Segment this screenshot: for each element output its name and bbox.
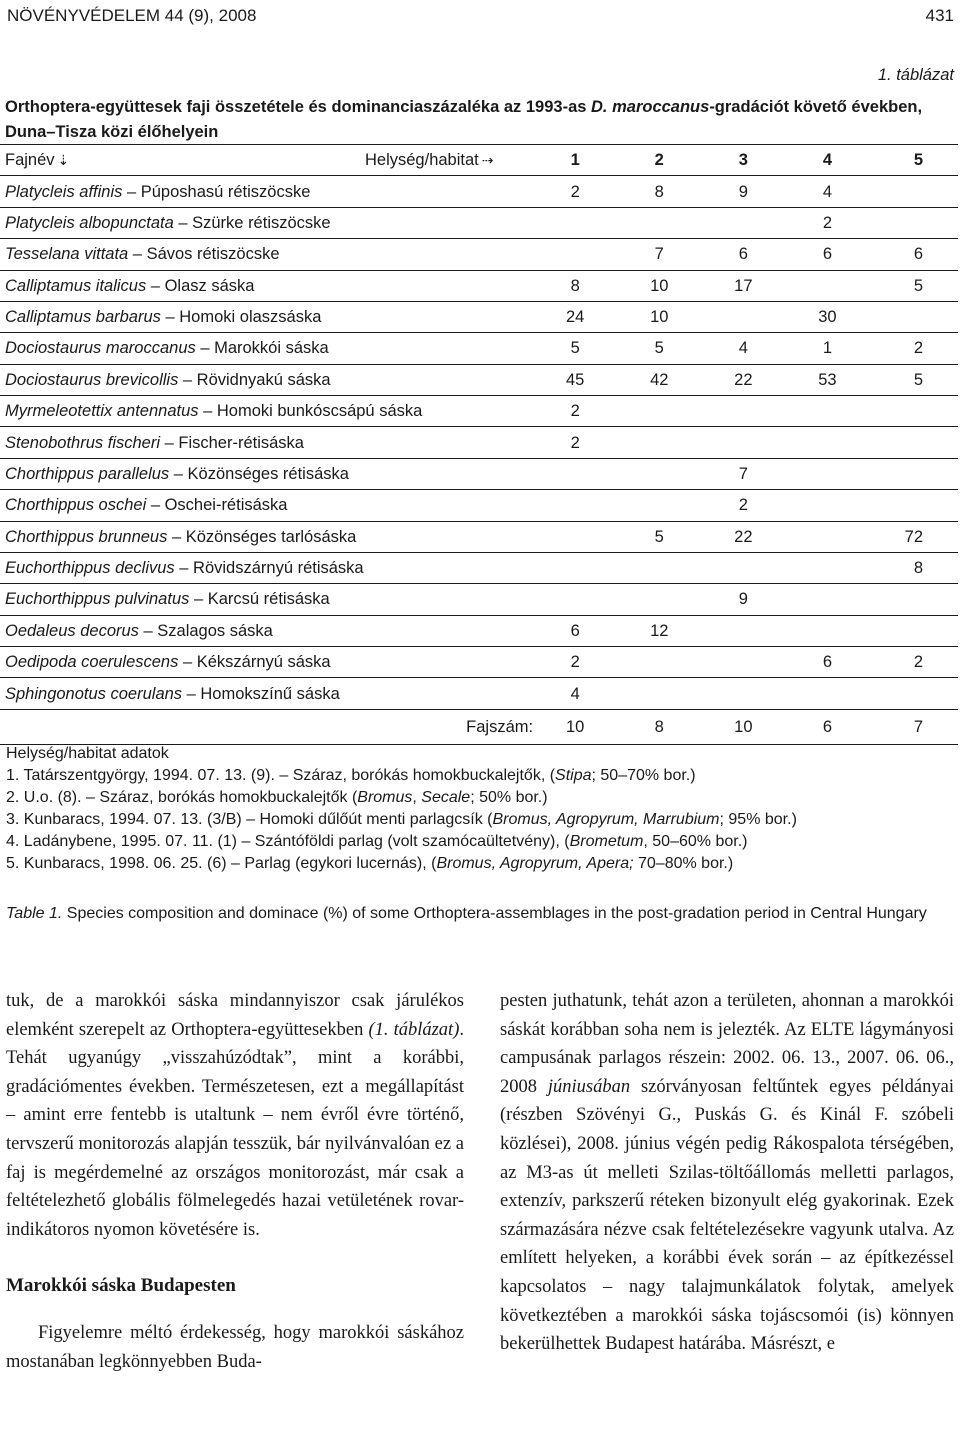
site-data-heading: Helység/habitat adatok [6,745,169,762]
dominance-cell [617,207,701,238]
table-row [0,427,958,458]
table-title: Orthoptera-együttesek faji összetétele és dominanciaszázaléka az 1993-as D. maroccanus-gradációt követő években, Duna–Tisza közi élőhelyein [5,98,923,141]
species-name: Chorthippus brunneus – Közönséges tarlósáska [0,521,533,552]
running-header [7,6,954,26]
paragraph: tuk, de a marokkói sáska mindannyiszor csak járulékos elemként szerepelt az Orthoptera-együttesekben (1. táblázat). Tehát ugyanúgy „visszahúzódtak”, mint a korábbi, gradációmentes években. Természetesen, ezt a megállapítást – amint erre fentebb is utaltunk – nem évről évre történő, tervszerű monitorozás alapján tesszük, bár nyilvánvalóan ez a faj is megérdemelné az országos monitorozást, már csak a feltételezhető globális fölmelegedés hazai vetületének rovar-indikátoros nyomon követésére is. [6,991,464,1240]
page-number: 431 [925,6,954,25]
dominance-cell [785,396,869,427]
species-name: Myrmeleotettix antennatus – Homoki bunkóscsápú sáska [0,396,533,427]
dominance-cell [617,427,701,458]
dominance-cell [617,396,701,427]
dominance-cell [533,490,617,521]
dominance-cell [869,615,958,646]
table-row [0,647,958,678]
dominance-cell [701,615,785,646]
dominance-cell [785,270,869,301]
dominance-cell: 5 [869,270,958,301]
table-row [0,239,958,270]
dominance-cell: 24 [533,301,617,332]
species-count-cell: 7 [869,709,958,744]
species-name: Calliptamus italicus – Olasz sáska [0,270,533,301]
dominance-cell [869,207,958,238]
dominance-cell: 2 [785,207,869,238]
species-name: Chorthippus parallelus – Közönséges rétisáska [0,458,533,489]
table-row [0,207,958,238]
table-row [0,333,958,364]
dominance-cell [617,678,701,709]
dominance-cell: 5 [617,521,701,552]
dominance-cell [701,552,785,583]
table-row [0,396,958,427]
dominance-cell [617,584,701,615]
dominance-cell: 30 [785,301,869,332]
dominance-cell [869,490,958,521]
dominance-cell [869,301,958,332]
species-name: Euchorthippus pulvinatus – Karcsú rétisáska [0,584,533,615]
paragraph: Figyelemre méltó érdekesség, hogy marokkói sáskához mostanában legkönnyebben Buda- [6,1322,464,1372]
dominance-cell [533,552,617,583]
dominance-cell: 5 [533,333,617,364]
dominance-cell: 72 [869,521,958,552]
dominance-cell [869,584,958,615]
dominance-cell [533,458,617,489]
dominance-cell [701,678,785,709]
site-column-header: 4 [785,145,869,176]
site-line: 4. Ladánybene, 1995. 07. 11. (1) – Szántóföldi parlag (volt szamócaültetvény), (Brometum, 50–60% bor.) [6,833,748,850]
dominance-cell: 17 [701,270,785,301]
dominance-cell [785,552,869,583]
dominance-cell: 2 [701,490,785,521]
site-column-header: 3 [701,145,785,176]
species-name: Dociostaurus maroccanus – Marokkói sáska [0,333,533,364]
dominance-cell: 7 [701,458,785,489]
table-row [0,615,958,646]
dominance-cell: 4 [785,176,869,207]
dominance-cell: 2 [533,647,617,678]
dominance-cell [869,176,958,207]
dominance-cell [869,427,958,458]
table-row [0,364,958,395]
dominance-cell [701,647,785,678]
dominance-cell [701,207,785,238]
table-tag: 1. táblázat [877,66,954,84]
species-name: Sphingonotus coerulans – Homokszínű sáska [0,678,533,709]
dominance-cell [701,396,785,427]
species-name: Tesselana vittata – Sávos rétiszöcske [0,239,533,270]
dominance-cell [617,552,701,583]
dominance-cell [785,678,869,709]
dominance-cell [533,584,617,615]
dominance-cell: 7 [617,239,701,270]
species-name: Oedaleus decorus – Szalagos sáska [0,615,533,646]
species-name: Euchorthippus declivus – Rövidszárnyú rétisáska [0,552,533,583]
dominance-cell: 42 [617,364,701,395]
species-table [0,144,958,745]
dominance-cell: 9 [701,176,785,207]
table-row [0,270,958,301]
species-count-cell: 10 [533,709,617,744]
site-column-header: 1 [533,145,617,176]
dominance-cell [785,427,869,458]
dominance-cell [869,458,958,489]
dominance-cell: 4 [701,333,785,364]
dominance-cell: 8 [869,552,958,583]
dominance-cell [533,521,617,552]
dominance-cell [533,207,617,238]
site-line: 2. U.o. (8). – Száraz, borókás homokbuckalejtők (Bromus, Secale; 50% bor.) [6,789,548,806]
species-name: Chorthippus oschei – Oschei-rétisáska [0,490,533,521]
dominance-cell: 1 [785,333,869,364]
dominance-cell: 4 [533,678,617,709]
dominance-cell: 6 [533,615,617,646]
table-row [0,678,958,709]
dominance-cell: 12 [617,615,701,646]
site-line: 1. Tatárszentgyörgy, 1994. 07. 13. (9). – Száraz, borókás homokbuckalejtők, (Stipa; 50–70% bor.) [6,767,696,784]
table-header-row [0,145,958,176]
dominance-cell [701,301,785,332]
header-habitat: Helység/habitat ⇢ [365,151,494,169]
species-count-cell: 8 [617,709,701,744]
dominance-cell: 8 [533,270,617,301]
table-row [0,521,958,552]
site-line: 5. Kunbaracs, 1998. 06. 25. (6) – Parlag (egykori lucernás), (Bromus, Agropyrum, Apera; 70–80% bor.) [6,855,734,872]
dominance-cell: 6 [701,239,785,270]
species-count-cell: 10 [701,709,785,744]
dominance-cell: 8 [617,176,701,207]
species-count-label: Fajszám: [0,709,533,744]
dominance-cell [533,239,617,270]
journal-name: NÖVÉNYVÉDELEM 44 (9), 2008 [7,6,257,25]
dominance-cell [869,396,958,427]
dominance-cell: 10 [617,301,701,332]
species-count-cell: 6 [785,709,869,744]
dominance-cell: 22 [701,364,785,395]
dominance-cell [617,490,701,521]
dominance-cell: 5 [869,364,958,395]
dominance-cell: 10 [617,270,701,301]
species-name: Calliptamus barbarus – Homoki olaszsáska [0,301,533,332]
species-name: Platycleis albopunctata – Szürke rétiszöcske [0,207,533,238]
dominance-cell: 9 [701,584,785,615]
dominance-cell: 22 [701,521,785,552]
dominance-cell [617,458,701,489]
site-data [6,743,797,875]
header-species: Fajnév ⇣ Helység/habitat ⇢ [0,145,533,176]
section-heading: Marokkói sáska Budapesten [6,1275,236,1297]
site-column-header: 2 [617,145,701,176]
dominance-cell: 5 [617,333,701,364]
english-caption: Table 1. Species composition and dominace (%) of some Orthoptera-assemblages in the post-gradation period in Central Hungary [6,905,927,922]
dominance-cell [785,584,869,615]
dominance-cell: 6 [869,239,958,270]
dominance-cell [869,678,958,709]
table-row [0,584,958,615]
dominance-cell: 2 [869,333,958,364]
body-column-right [500,987,954,1359]
paragraph: pesten juthatunk, tehát azon a területen, ahonnan a marokkói sáskát korábban soha nem is jelezték. Az ELTE lágymányosi campusának parlagos részein: 2002. 06. 13., 2007. 06. 06., 2008 júniusában szórványosan feltűntek egyes példányai (részben Szövényi G., Puskás G. és Kinál F. szóbeli közlései), 2008. június végén pedig Rákospalota térségében, az M3-as út melleti Szilas-töltőállomás melletti parlagos, extenzív, parkszerű réteken bizonyult elég gyakorinak. Ezek származására nézve csak feltételezésekre vagyunk utalva. Az említett helyeken, a korábbi évek során – az építkezéssel kapcsolatos – nagy talajmunkálatok folytak, amelyek következtében a marokkói sáska tojáscsomói (is) könnyen bekerülhettek Budapest határába. Másrészt, e [500,991,954,1355]
site-column-header: 5 [869,145,958,176]
species-name: Platycleis affinis – Púposhasú rétiszöcske [0,176,533,207]
dominance-cell [785,458,869,489]
table-row [0,176,958,207]
arrow-right-icon: ⇢ [481,152,494,168]
table-row [0,552,958,583]
species-count-row [0,709,958,744]
table-row [0,458,958,489]
dominance-cell: 45 [533,364,617,395]
dominance-cell: 6 [785,647,869,678]
table-row [0,490,958,521]
dominance-cell [617,647,701,678]
table-row [0,301,958,332]
dominance-cell: 2 [533,427,617,458]
dominance-cell: 2 [533,396,617,427]
arrow-down-icon: ⇣ [57,152,70,169]
dominance-cell: 6 [785,239,869,270]
dominance-cell [785,615,869,646]
dominance-cell: 53 [785,364,869,395]
dominance-cell [701,427,785,458]
body-column-left [6,987,464,1376]
dominance-cell: 2 [869,647,958,678]
species-name: Stenobothrus fischeri – Fischer-rétisáska [0,427,533,458]
species-name: Oedipoda coerulescens – Kékszárnyú sáska [0,647,533,678]
dominance-cell [785,521,869,552]
site-line: 3. Kunbaracs, 1994. 07. 13. (3/B) – Homoki dűlőút menti parlagcsík (Bromus, Agropyrum, Marrubium; 95% bor.) [6,811,797,828]
dominance-cell [785,490,869,521]
dominance-cell: 2 [533,176,617,207]
species-name: Dociostaurus brevicollis – Rövidnyakú sáska [0,364,533,395]
